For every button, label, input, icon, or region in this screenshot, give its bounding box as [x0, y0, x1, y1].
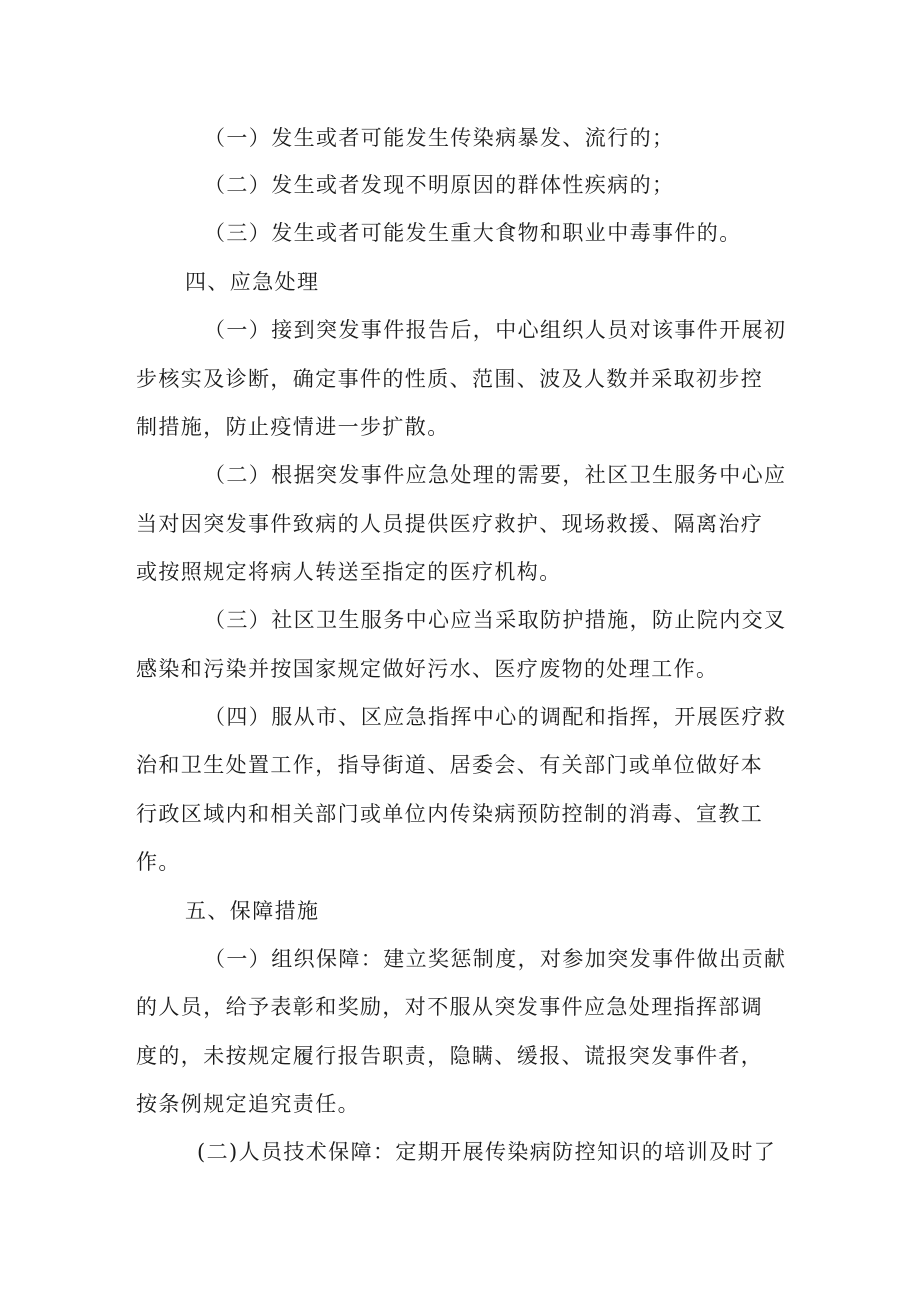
- paragraph-line: 步核实及诊断，确定事件的性质、范围、波及人数并采取初步控: [136, 367, 764, 391]
- paragraph-line: （一）组织保障：建立奖惩制度，对参加突发事件做出贡献: [204, 947, 787, 971]
- paragraph-line: 行政区域内和相关部门或单位内传染病预防控制的消毒、宣教工: [136, 802, 764, 826]
- paragraph-line: （三）社区卫生服务中心应当采取防护措施，防止院内交叉: [204, 608, 787, 632]
- list-item-3: （三）发生或者可能发生重大食物和职业中毒事件的。: [204, 221, 742, 245]
- paragraph-line: 按条例规定追究责任。: [136, 1092, 360, 1116]
- paragraph-line: （四）服从市、区应急指挥中心的调配和指挥，开展医疗救: [204, 705, 787, 729]
- paragraph-line: （一）接到突发事件报告后，中心组织人员对该事件开展初: [204, 318, 787, 342]
- paragraph-line: 作。: [136, 850, 181, 874]
- paragraph-line: 治和卫生处置工作，指导街道、居委会、有关部门或单位做好本: [136, 753, 764, 777]
- paragraph-line: 当对因突发事件致病的人员提供医疗救护、现场救援、隔离治疗: [136, 512, 764, 536]
- list-item-2: （二）发生或者发现不明原因的群体性疾病的；: [204, 173, 675, 197]
- paragraph-line: 感染和污染并按国家规定做好污水、医疗废物的处理工作。: [136, 657, 719, 681]
- paragraph-line: (二)人员技术保障：定期开展传染病防控知识的培训及时了: [197, 1140, 777, 1164]
- paragraph-line: （二）根据突发事件应急处理的需要，社区卫生服务中心应: [204, 463, 787, 487]
- list-item-1: （一）发生或者可能发生传染病暴发、流行的；: [204, 126, 675, 150]
- paragraph-line: 的人员，给予表彰和奖励，对不服从突发事件应急处理指挥部调: [136, 995, 764, 1019]
- section-heading-4: 四、应急处理: [185, 270, 320, 294]
- paragraph-line: 制措施，防止疫情进一步扩散。: [136, 415, 450, 439]
- paragraph-line: 度的，未按规定履行报告职责，隐瞒、缓报、谎报突发事件者，: [136, 1044, 764, 1068]
- paragraph-line: 或按照规定将病人转送至指定的医疗机构。: [136, 560, 562, 584]
- section-heading-5: 五、保障措施: [185, 899, 320, 923]
